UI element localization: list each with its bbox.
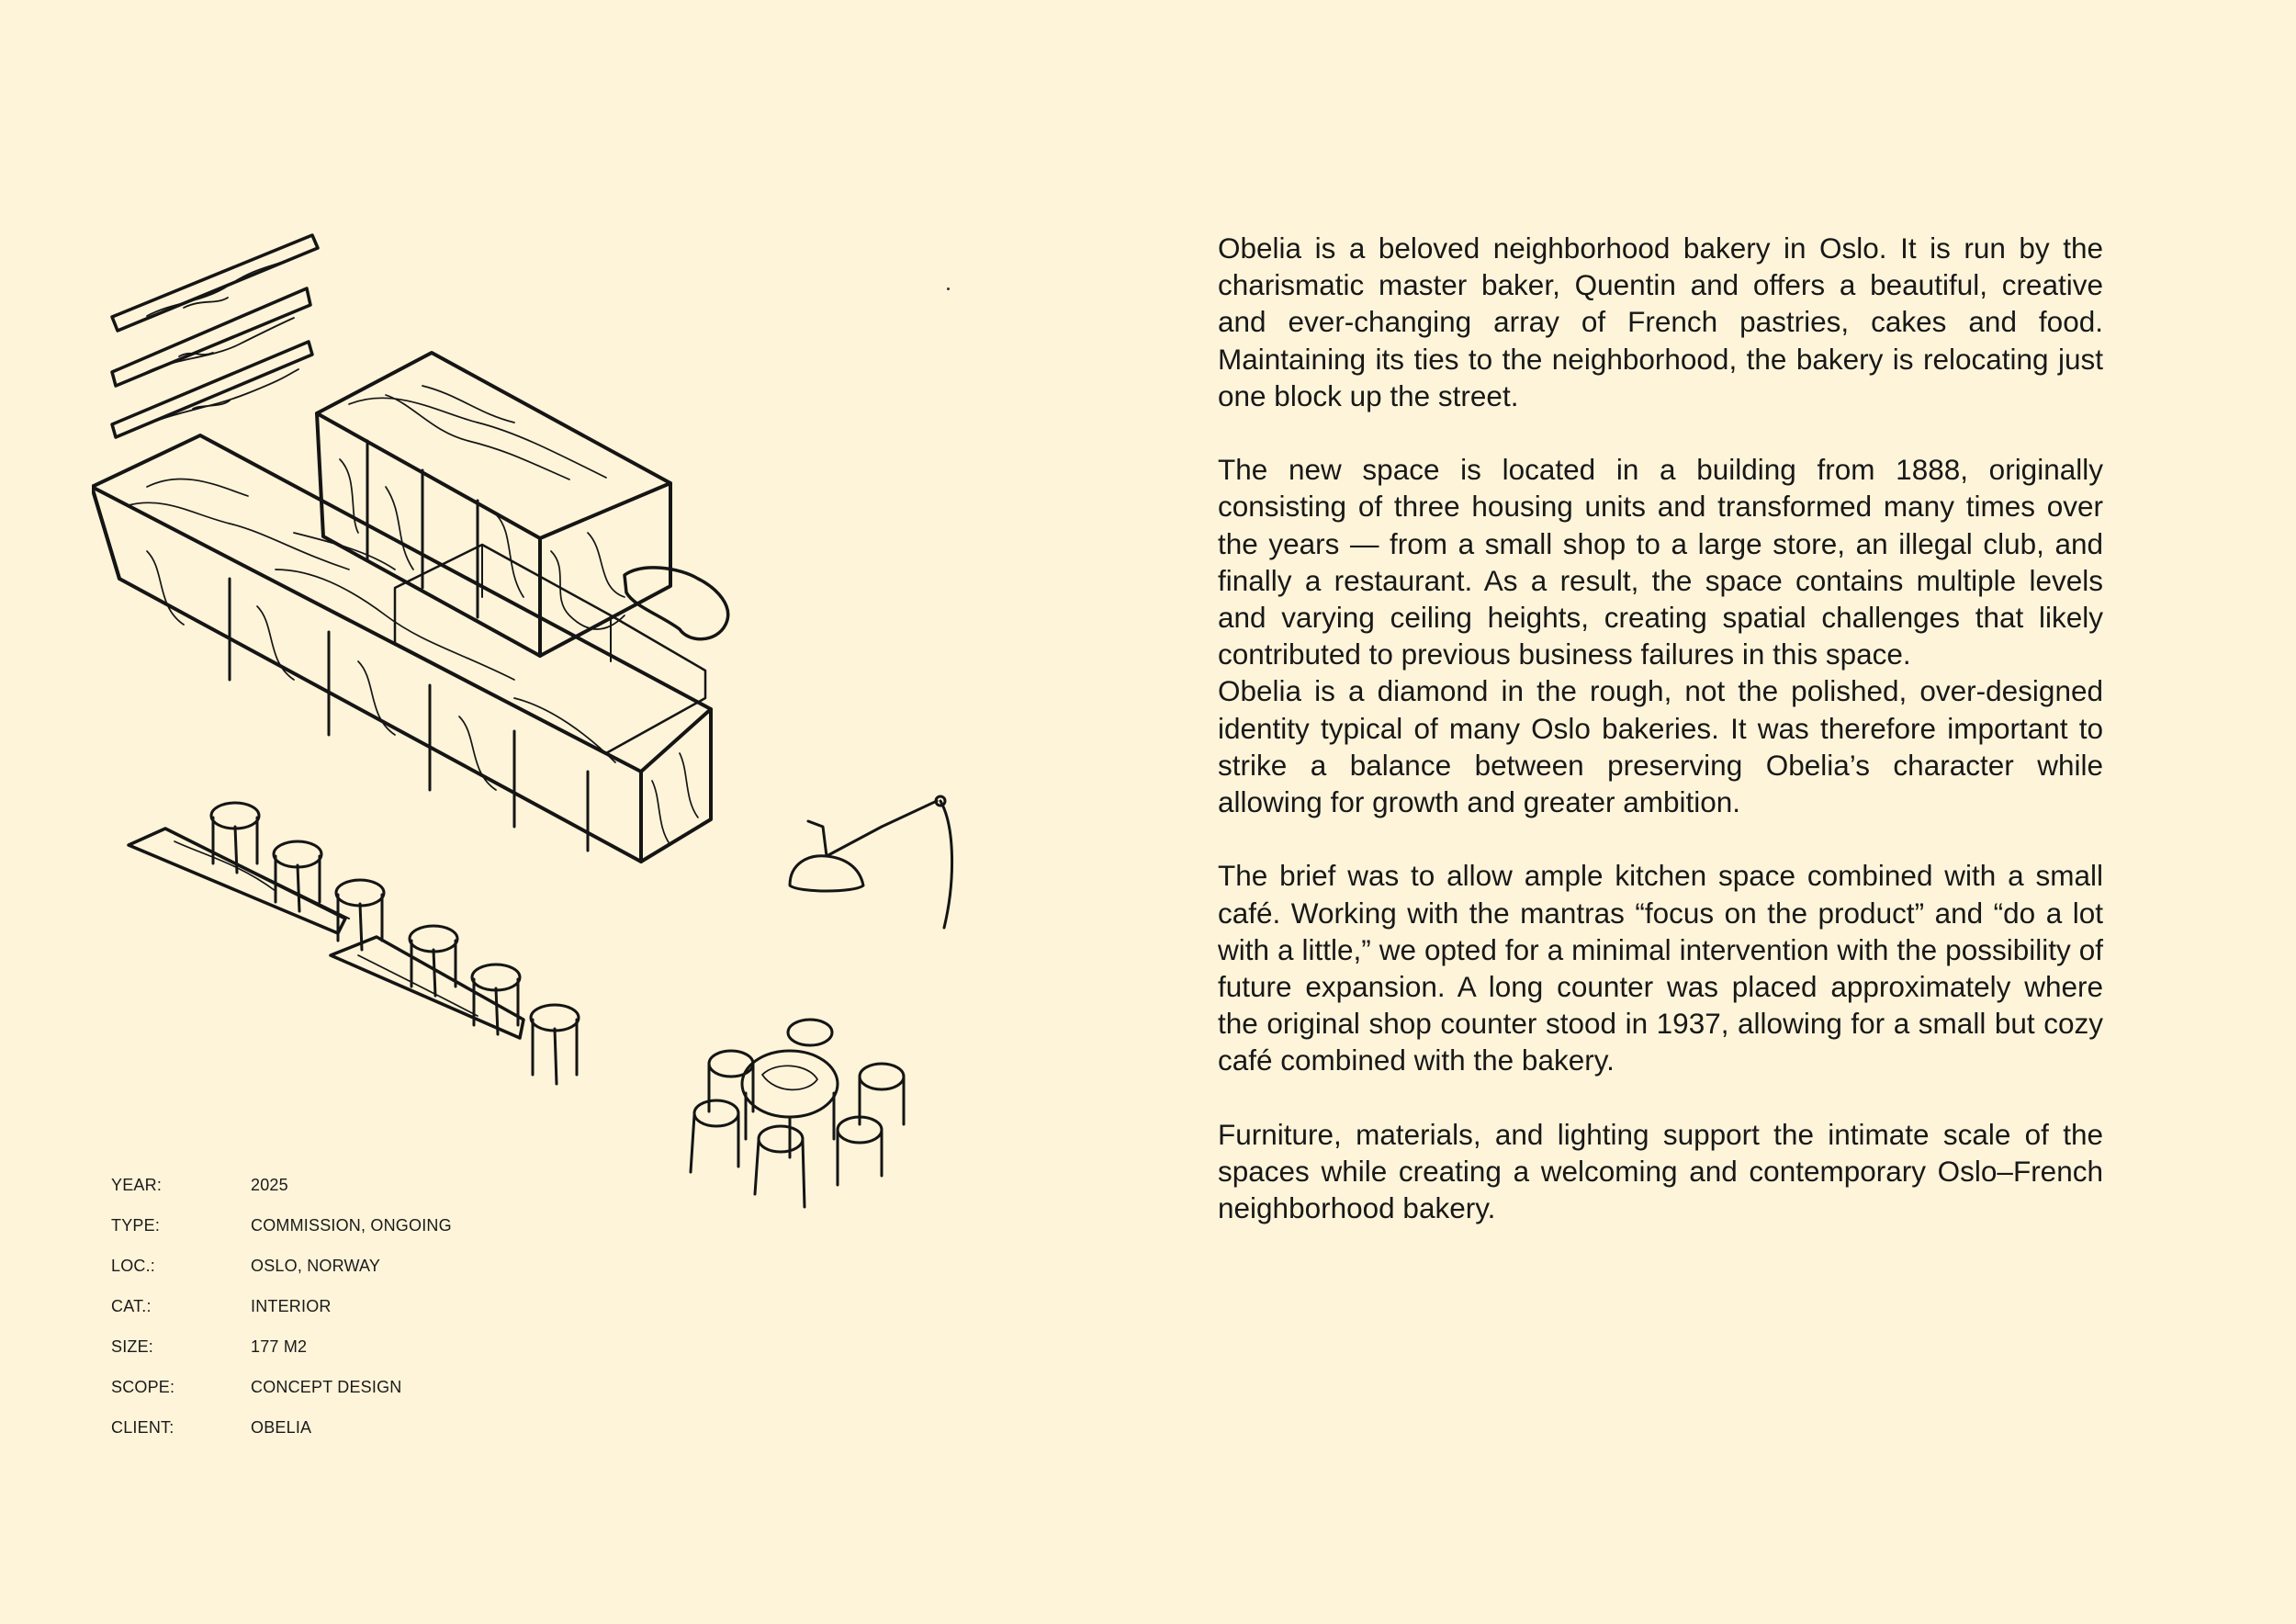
fact-value: 177 M2 [251, 1336, 308, 1356]
fact-label: SIZE: [111, 1336, 154, 1356]
paragraph-brief: The brief was to allow ample kitchen space combined with a small café. Working with the mantras “focus on the product” and “do a lot with a little,” we opted for a minimal intervention with the possibility of future expansion. A long counter was placed approximately where the original shop counter stood in 1937, allowing for a small but cozy café combined with the bakery. [1218, 859, 2103, 1077]
fact-label: LOC.: [111, 1256, 156, 1275]
paragraph-gap [1218, 820, 2103, 857]
fact-label: SCOPE: [111, 1377, 175, 1396]
long-counter [92, 435, 711, 862]
paragraph-intro: Obelia is a beloved neighborhood bakery in Oslo. It is run by the charismatic master baker, Quentin and offers a beautiful, creative and ever-changing array of French pastries, cakes and food. Maintaining its ties to the neighborhood, the bakery is relocating just one block up the street. [1218, 231, 2103, 412]
back-cabinet [317, 353, 670, 656]
project-description [1218, 230, 2103, 1226]
fact-row-category [111, 1286, 452, 1326]
wall-shelf-planks [112, 235, 318, 437]
fact-label: CAT.: [111, 1296, 152, 1315]
fact-row-location [111, 1246, 452, 1286]
fact-row-year [111, 1165, 452, 1205]
paragraph-furniture: Furniture, materials, and lighting support the intimate scale of the spaces while creating a welcoming and contemporary Oslo–French neighborhood bakery. [1218, 1117, 2103, 1225]
ink-speck [947, 288, 950, 290]
fact-value: INTERIOR [251, 1296, 332, 1315]
paragraph-gap [1218, 414, 2103, 451]
paragraph-gap [1218, 1079, 2103, 1116]
table-and-stools [691, 1020, 904, 1207]
fact-label: CLIENT: [111, 1417, 174, 1437]
fact-value: 2025 [251, 1175, 288, 1194]
isometric-furniture-drawing [92, 220, 974, 1212]
fact-row-scope [111, 1367, 452, 1407]
fact-value: OBELIA [251, 1417, 312, 1437]
project-facts [111, 1165, 452, 1448]
fact-row-size [111, 1326, 452, 1367]
paragraph-building: The new space is located in a building from 1888, originally consisting of three housing units and transformed many times over the years — from a small shop to a large store, an illegal club, and finally a restaurant. As a result, the space contains multiple levels and varying ceiling heights, creating spatial challenges that likely contributed to previous business failures in this space. [1218, 453, 2103, 671]
fact-value: CONCEPT DESIGN [251, 1377, 402, 1396]
floor-lamp [790, 796, 952, 928]
fact-value: COMMISSION, ONGOING [251, 1215, 452, 1235]
stools-row [211, 803, 579, 1084]
paragraph-identity: Obelia is a diamond in the rough, not the polished, over-designed identity typical of many Oslo bakeries. It was therefore important to strike a balance between preserving Obelia’s character while allowing for growth and greater ambition. [1218, 674, 2103, 819]
fact-row-client [111, 1407, 452, 1448]
fact-label: TYPE: [111, 1215, 161, 1235]
fact-row-type [111, 1205, 452, 1246]
fact-value: OSLO, NORWAY [251, 1256, 381, 1275]
fact-label: YEAR: [111, 1175, 163, 1194]
bench-left [129, 829, 523, 1038]
